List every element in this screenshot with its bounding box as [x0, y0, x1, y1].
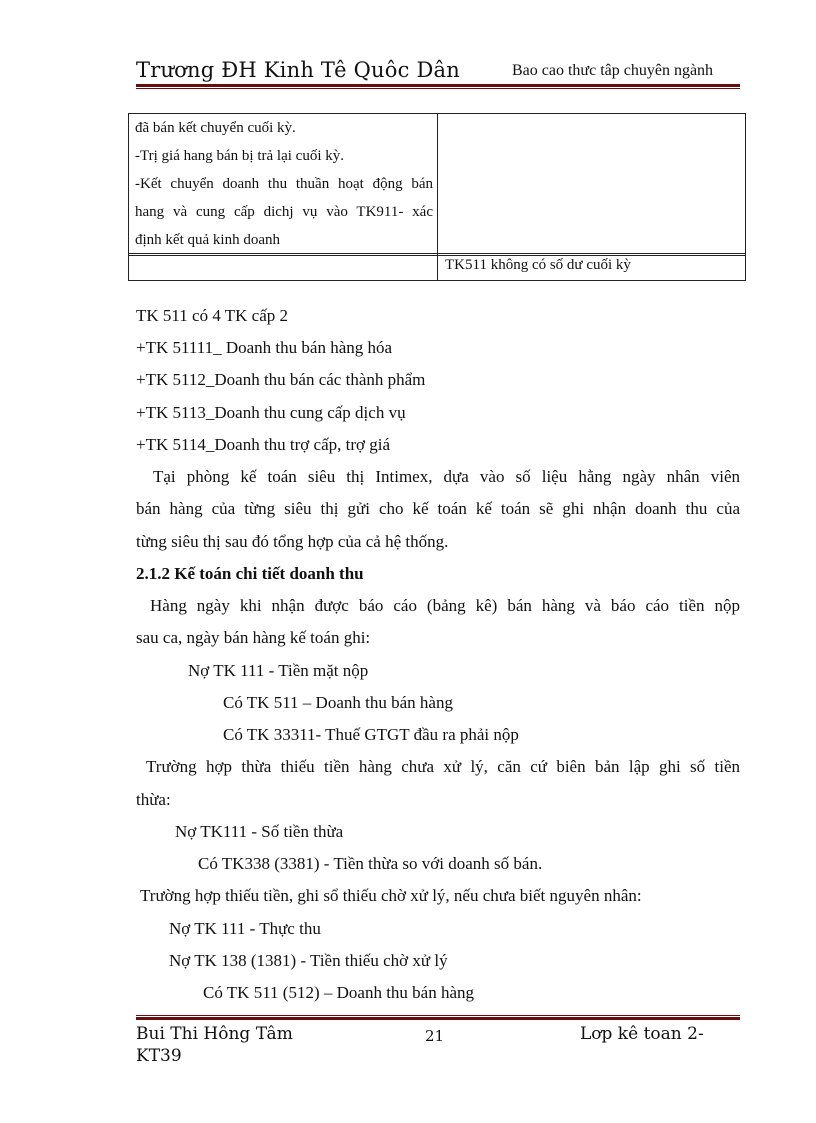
table-closing-balance: TK511 không có số dư cuối kỳ	[445, 257, 631, 273]
text-line: +TK 5113_Doanh thu cung cấp dịch vụ	[136, 403, 406, 422]
table-line: hang và cung cấp dichj vụ vào TK911- xác	[135, 204, 433, 220]
paragraph-line: Hàng ngày khi nhận được báo cáo (bảng kê) bán hàng và báo cáo tiền nộp	[150, 596, 740, 615]
journal-entry: Nợ TK111 - Số tiền thừa	[175, 822, 344, 841]
header-school-name: Trương ĐH Kinh Tê Quôc Dân	[136, 58, 460, 82]
header-divider	[136, 84, 740, 89]
paragraph-line: Trường hợp thừa thiếu tiền hàng chưa xử lý, căn cứ biên bản lập ghi số tiền	[146, 757, 740, 776]
journal-entry: Nợ TK 111 - Tiền mặt nộp	[188, 661, 369, 680]
paragraph-line: bán hàng của từng siêu thị gửi cho kế toán kế toán sẽ ghi nhận doanh thu của	[136, 499, 740, 518]
paragraph-line: sau ca, ngày bán hàng kế toán ghi:	[136, 628, 371, 647]
paragraph-line: Trường hợp thiếu tiền, ghi sổ thiếu chờ xử lý, nếu chưa biết nguyên nhân:	[140, 886, 642, 905]
journal-entry: Có TK 511 – Doanh thu bán hàng	[223, 693, 453, 712]
paragraph-line: từng siêu thị sau đó tổng hợp của cả hệ thống.	[136, 532, 449, 551]
text-line: TK 511 có 4 TK cấp 2	[136, 306, 289, 325]
paragraph-line: thừa:	[136, 790, 171, 809]
table-credit-cell	[135, 114, 433, 254]
journal-entry: Có TK 511 (512) – Doanh thu bán hàng	[203, 983, 475, 1002]
footer-class: Lơp kê toan 2-	[580, 1024, 704, 1044]
page-number: 21	[425, 1027, 445, 1045]
account-table	[128, 113, 746, 281]
header-report-title: Bao cao thưc tâp chuyên ngành	[512, 62, 714, 79]
table-line: -Trị giá hang bán bị trả lại cuối kỳ.	[135, 148, 344, 164]
table-line: -Kết chuyển doanh thu thuần hoạt động bán	[135, 176, 433, 192]
journal-entry: Nợ TK 111 - Thực thu	[169, 919, 321, 938]
table-line: định kết quả kinh doanh	[135, 232, 280, 248]
text-line: +TK 5112_Doanh thu bán các thành phẩm	[136, 370, 426, 389]
journal-entry: Có TK 33311- Thuế GTGT đầu ra phải nộp	[223, 725, 519, 744]
table-line: đã bán kết chuyển cuối kỳ.	[135, 120, 296, 136]
text-line: +TK 5114_Doanh thu trợ cấp, trợ giá	[136, 435, 391, 454]
footer-author: Bui Thi Hông Tâm	[136, 1024, 293, 1044]
section-heading: 2.1.2 Kế toán chi tiết doanh thu	[136, 564, 364, 583]
footer-divider	[136, 1015, 740, 1020]
footer-author-class: KT39	[136, 1046, 182, 1066]
journal-entry: Nợ TK 138 (1381) - Tiền thiếu chờ xử lý	[169, 951, 448, 970]
paragraph-line: Tại phòng kế toán siêu thị Intimex, dựa vào số liệu hằng ngày nhân viên	[153, 467, 740, 486]
text-line: +TK 51111_ Doanh thu bán hàng hóa	[136, 338, 393, 357]
journal-entry: Có TK338 (3381) - Tiền thừa so với doanh số bán.	[198, 854, 543, 873]
